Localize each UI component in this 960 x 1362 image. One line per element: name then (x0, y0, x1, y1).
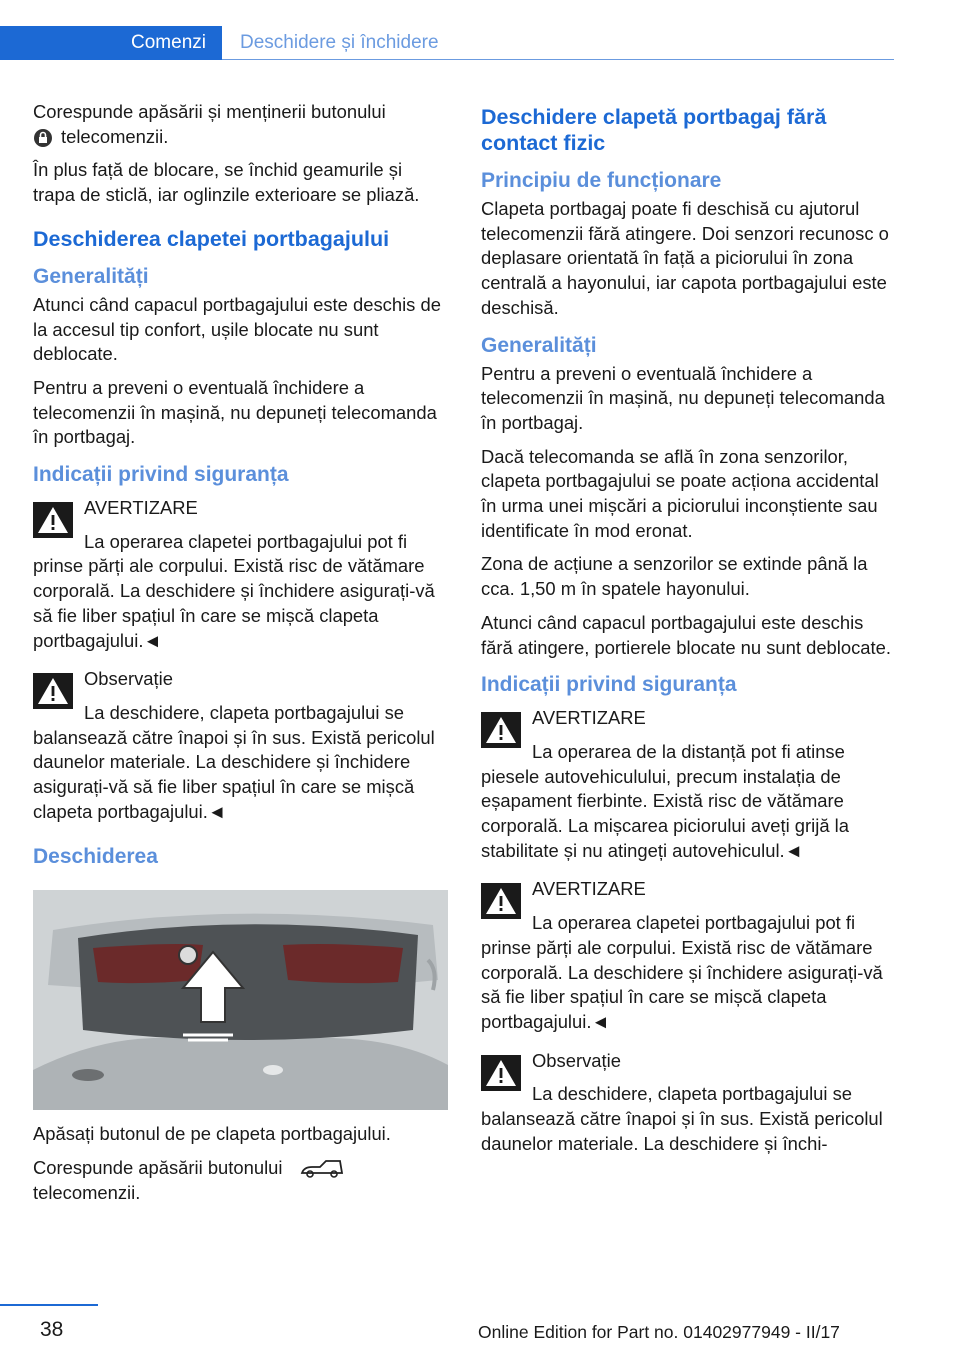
warning-block (481, 706, 895, 863)
header-divider (222, 59, 894, 60)
tab-comenzi[interactable]: Comenzi (0, 26, 222, 60)
warning-triangle-icon (481, 1055, 521, 1091)
left-column (33, 100, 448, 1215)
subsection-heading: Generalități (33, 264, 149, 288)
warning-triangle-icon (481, 883, 521, 919)
subsection-heading: Indicații privind siguranța (33, 463, 289, 487)
paragraph: Pentru a preveni o eventuală închidere a telecomenzii în mașină, nu depuneți telecomanda în portbagaj. (481, 362, 885, 433)
edition-info: Online Edition for Part no. 01402977949 - II/17 (478, 1322, 840, 1342)
section-heading: Deschiderea clapetei portbagajului (33, 226, 390, 251)
warning-triangle-icon (33, 673, 73, 709)
warning-text: La operarea clapetei portbagajului pot fi prinse părți ale corpului. Există risc de vătămare corporală. La deschidere și închidere asigurați-vă să fie liber spațiul în care se mișcă clapeta portbagajului.◄ (481, 912, 883, 1032)
paragraph (33, 1156, 448, 1205)
text: telecomenzii. (61, 125, 169, 147)
warning-text: La deschidere, clapeta portbagajului se balansează către înapoi și în sus. Există pericolul daunelor materiale. La deschidere și închi- (481, 1083, 883, 1154)
right-column (481, 100, 895, 1171)
warning-title: AVERTIZARE (532, 707, 646, 729)
text: Corespunde apăsării și menținerii butonului (33, 101, 386, 122)
text: Corespunde apăsării butonului (33, 1157, 283, 1179)
subsection-heading: Deschiderea (33, 845, 158, 869)
paragraph: Pentru a preveni o eventuală închidere a telecomenzii în mașină, nu depuneți telecomanda în portbagaj. (33, 376, 437, 448)
subsection-heading: Principiu de funcționare (481, 169, 722, 192)
warning-block (481, 1049, 895, 1157)
lock-button-icon (33, 128, 53, 148)
warning-title: AVERTIZARE (532, 878, 646, 900)
footer-divider (0, 1304, 98, 1306)
text: telecomenzii. (33, 1181, 141, 1203)
paragraph (33, 100, 448, 149)
warning-triangle-icon (481, 712, 521, 748)
warning-triangle-icon (33, 502, 73, 538)
paragraph: Zona de acțiune a senzorilor se extinde până la cca. 1,50 m în spatele hayonului. (481, 553, 868, 600)
warning-text: La operarea de la distanță pot fi atinse piesele autovehiculului, precum instalația de eșapament fierbinte. Există risc de vătămare corporală. La mișcarea piciorului aveți grijă la stabilitate și nu atingeți autovehiculul.◄ (481, 740, 849, 861)
page-number: 38 (40, 1318, 64, 1341)
warning-title: AVERTIZARE (84, 497, 198, 519)
subsection-heading: Generalități (481, 333, 597, 357)
paragraph: În plus față de blocare, se închid geamurile și trapa de sticlă, iar oglinzile exterioare se pliază. (33, 159, 420, 206)
paragraph: Atunci când capacul portbagajului este deschis de la accesul tip confort, ușile blocate nu sunt deblocate. (33, 293, 441, 365)
warning-text: La deschidere, clapeta portbagajului se balansează către înapoi și în sus. Există pericolul daunelor materiale. La deschidere și închidere asigurați-vă să fie liber spațiul în care se mișcă clapeta portbagajului.◄ (33, 701, 435, 822)
warning-title: Observație (532, 1049, 621, 1071)
warning-block (33, 667, 448, 824)
page-header (0, 26, 960, 62)
subsection-heading: Indicații privind siguranța (481, 673, 737, 697)
section-heading: Deschidere clapetă portbagaj fără contact fizic (481, 105, 827, 155)
paragraph: Dacă telecomanda se află în zona senzorilor, clapeta portbagajului se poate acționa accidental în urma unei mișcări a piciorului inconștiente sau identificate în mod eronat. (481, 445, 879, 541)
warning-title: Observație (84, 668, 173, 690)
car-trunk-photo (33, 890, 448, 1110)
trunk-button-icon (298, 1159, 346, 1179)
paragraph: Clapeta portbagaj poate fi deschisă cu ajutorul telecomenzii fără atingere. Doi senzori recunosc o deplasare orientată în față a piciorului în zona centrală a hayonului, iar capota portbagajului este deschisă. (481, 198, 889, 318)
warning-block (481, 877, 895, 1034)
tab-deschidere-inchidere[interactable]: Deschidere și închidere (240, 32, 439, 53)
warning-text: La operarea clapetei portbagajului pot fi prinse părți ale corpului. Există risc de vătămare corporală. La deschidere și închidere asigurați-vă să fie liber spațiul în care se mișcă clapeta portbagajului.◄ (33, 530, 435, 651)
warning-block (33, 496, 448, 653)
paragraph: Atunci când capacul portbagajului este deschis fără atingere, portierele blocate nu sunt deblocate. (481, 611, 891, 658)
paragraph: Apăsați butonul de pe clapeta portbagajului. (33, 1123, 391, 1145)
